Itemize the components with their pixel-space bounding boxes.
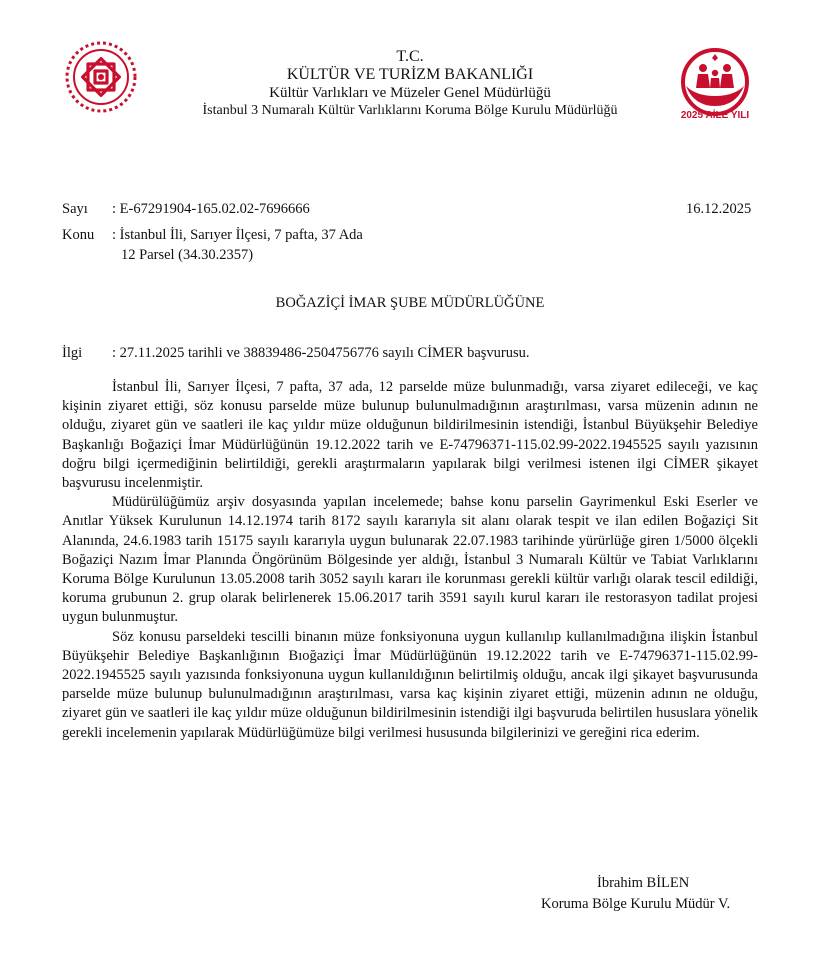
paragraph-3: Söz konusu parseldeki tescilli binanın müze fonksiyonuna uygun kullanılıp kullanılmadığına ilişkin İstanbul Büyükşehir Belediye Başkanlığının Bıoğaziçi İmar Müdürlüğünün 19.12.2022 tarih ve E-74796371-115.02.99-2022.1945525 sayılı yazısında fonksiyonuna uygun kullanıldığının belirtilmiş olduğu, ancak ilgi şikayet başvurusunda parselde müze bulunup bulunulmadığının araştırılması, varsa kaç kişinin ziyaret ettiği, müzenin adının ne olduğu, ziyaret gün ve saatleri ile kaç yıldır müze olduğunun bildirilmesinin istendiği ilgi başvuruda belirtilen hususlara yönelik gerekli incelemenin yapılarak Müdürlüğümüze bilgi verilmesi hususunda bilgilerinizi ve gereğini rica ederim. (62, 628, 758, 741)
konu-value-line-1: : İstanbul İli, Sarıyer İlçesi, 7 pafta, 37 Ada (112, 227, 363, 243)
sayi-value: : E-67291904-165.02.02-7696666 (112, 201, 310, 217)
ilgi-label: İlgi (62, 345, 83, 361)
directorate-name: Kültür Varlıkları ve Müzeler Genel Müdürlüğü (269, 85, 551, 101)
konu-value-line-2: 12 Parsel (34.30.2357) (121, 247, 254, 263)
office-name: İstanbul 3 Numaralı Kültür Varlıklarını Koruma Bölge Kurulu Müdürlüğü (202, 103, 618, 118)
signatory-name: İbrahim BİLEN (597, 875, 690, 891)
ministry-emblem-icon (64, 40, 138, 114)
paragraph-1: İstanbul İli, Sarıyer İlçesi, 7 pafta, 37 ada, 12 parselde müze bulunmadığı, varsa ziyaret edileceği, ve kaç kişinin ziyaret ettiği, söz konusu parselde müze bulunup bulunulmadığının araştırılması, varsa müzenin adının ne olduğu, ziyaret gün ve saatleri ile kaç yıldır müze olduğunun bildirilmesinin istendiği, İstanbul Büyükşehir Belediye Başkanlığı Boğaziçi İmar Müdürlüğünün 19.12.2022 tarih ve E-74796371-115.02.99-2022.1945525 sayılı yazısının doğru bilgi içermediğinin belirtildiği, gerekli araştırmaların yapılarak bilgi verilmesi istenen ilgi CİMER şikayet başvurusu incelenmiştir. (62, 379, 758, 492)
family-year-label: 2025 AİLE YILI (680, 110, 750, 121)
konu-label: Konu (62, 227, 95, 243)
ilgi-value: : 27.11.2025 tarihli ve 38839486-2504756776 sayılı CİMER başvurusu. (112, 345, 530, 361)
signatory-title: Koruma Bölge Kurulu Müdür V. (541, 896, 731, 912)
document-date: 16.12.2025 (686, 201, 752, 217)
sayi-label: Sayı (62, 201, 88, 217)
letterhead-line-1: T.C. (396, 48, 424, 65)
letter-body (62, 378, 758, 743)
letterhead (160, 48, 660, 120)
paragraph-2: Müdürülüğümüz arşiv dosyasında yapılan incelemede; bahse konu parselin Gayrimenkul Eski Eserler ve Anıtlar Yüksek Kurulunun 14.12.1974 tarih 8172 sayılı kararıyla sit alanı olarak tespit ve ilan edilen Boğaziçi Sit Alanında, 24.6.1983 tarih 15175 sayılı kararıyla uygun bulunarak 22.07.1983 tarihinde yürürlüğe giren 1/5000 ölçekli Boğaziçi Nazım İmar Planında Öngörünüm Bölgesinde yer aldığı, İstanbul 3 Numaralı Kültür ve Tabiat Varlıklarını Koruma Bölge Kurulunun 13.05.2008 tarih 3052 sayılı kararı ile korunması gerekli kültür varlığı olarak tescil edildiği, koruma grubunun 2. grup olarak belirlenerek 15.06.2017 tarih 3591 sayılı kurul kararı ile restorasyon tadilat projesi uygun bulunmuştur. (62, 494, 758, 626)
ministry-name: KÜLTÜR VE TURİZM BAKANLIĞI (286, 66, 534, 83)
recipient-title: BOĞAZİÇİ İMAR ŞUBE MÜDÜRLÜĞÜNE (275, 295, 545, 311)
